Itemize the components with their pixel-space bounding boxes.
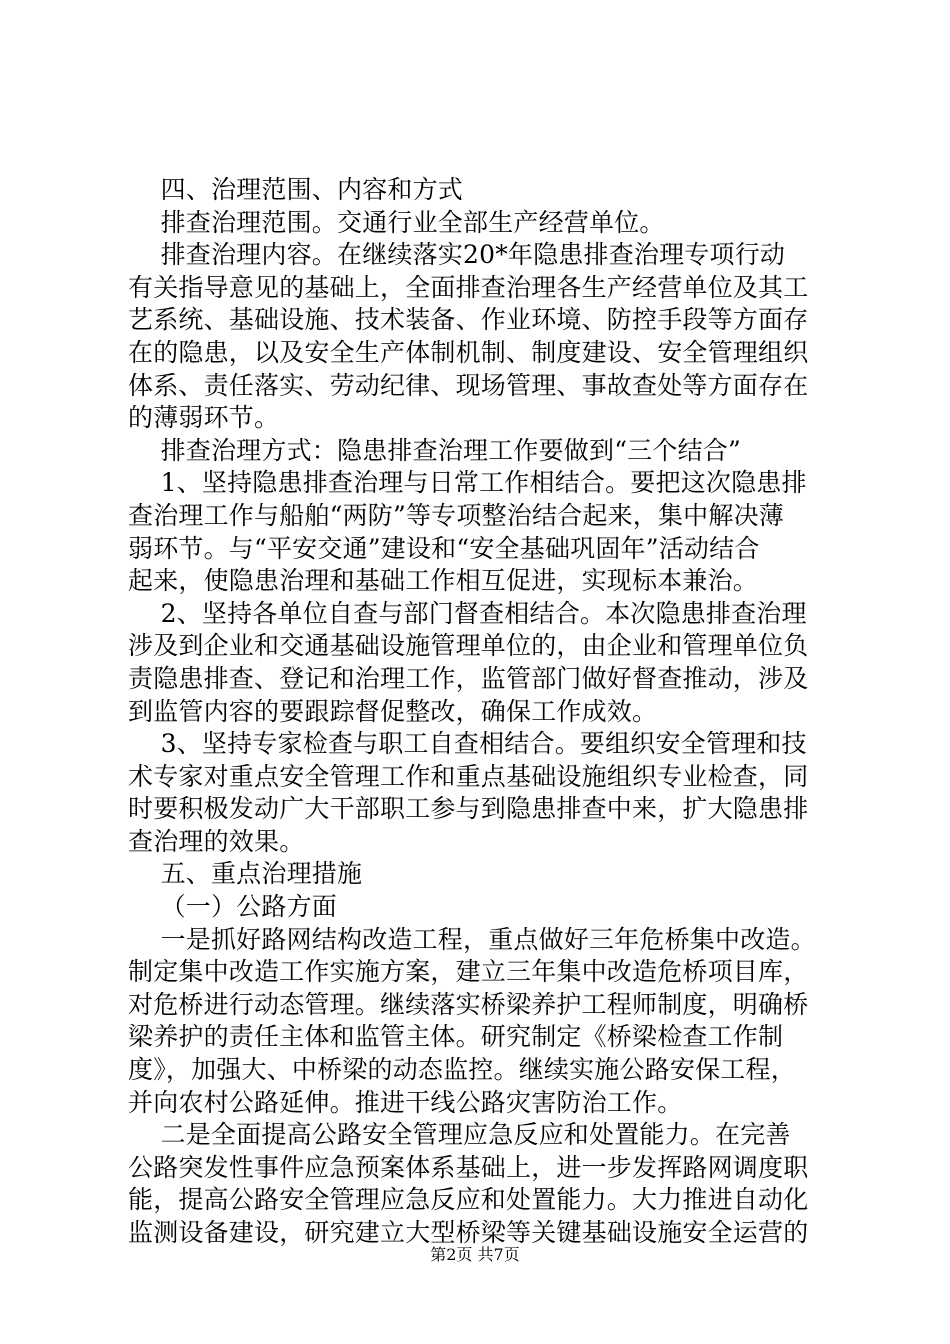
text-line: 的薄弱环节。: [128, 403, 280, 433]
text-line: 弱环节。与“平安交通”建设和“安全基础巩固年”活动结合: [128, 533, 760, 563]
text-line: 艺系统、基础设施、技术装备、作业环境、防控手段等方面存: [128, 305, 809, 335]
text-line: 监测设备建设，研究建立大型桥梁等关键基础设施安全运营的: [128, 1218, 809, 1247]
text-line: 并向农村公路延伸。推进干线公路灾害防治工作。: [128, 1087, 683, 1117]
text-line: 1、坚持隐患排查治理与日常工作相结合。要把这次隐患排: [128, 468, 807, 498]
text-line: 度》，加强大、中桥梁的动态监控。继续实施公路安保工程，: [128, 1055, 796, 1085]
body-text: [128, 174, 832, 1250]
text-line: 起来，使隐患治理和基础工作相互促进，实现标本兼治。: [128, 566, 759, 596]
text-line: 到监管内容的要跟踪督促整改，确保工作成效。: [128, 696, 658, 726]
text-line: 公路突发性事件应急预案体系基础上，进一步发挥路网调度职: [128, 1152, 809, 1182]
text-line: （一）公路方面: [128, 892, 337, 922]
text-line: 查治理工作与船舶“两防”等专项整治结合起来，集中解决薄: [128, 500, 784, 530]
text-line: 查治理的效果。: [128, 826, 305, 856]
text-line: 五、重点治理措施: [128, 859, 363, 889]
page-number: 第2页 共7页: [430, 1245, 520, 1264]
text-line: 制定集中改造工作实施方案，建立三年集中改造危桥项目库，: [128, 957, 809, 987]
page-footer: [0, 1245, 950, 1265]
text-line: 术专家对重点安全管理工作和重点基础设施组织专业检查，同: [128, 761, 809, 791]
text-line: 3、坚持专家检查与职工自查相结合。要组织安全管理和技: [128, 729, 807, 759]
text-line: 排查治理范围。交通行业全部生产经营单位。: [128, 207, 665, 237]
text-line: 四、治理范围、内容和方式: [128, 175, 463, 204]
text-line: 在的隐患，以及安全生产体制机制、制度建设、安全管理组织: [128, 337, 809, 367]
text-line: 2、坚持各单位自查与部门督查相结合。本次隐患排查治理: [128, 598, 807, 628]
text-line: 能，提高公路安全管理应急反应和处置能力。大力推进自动化: [128, 1185, 809, 1215]
text-line: 梁养护的责任主体和监管主体。研究制定《桥梁检查工作制: [128, 1022, 784, 1052]
text-line: 一是抓好路网结构改造工程，重点做好三年危桥集中改造。: [128, 924, 816, 954]
text-line: 有关指导意见的基础上，全面排查治理各生产经营单位及其工: [128, 272, 809, 302]
text-line: 排查治理方式：隐患排查治理工作要做到“三个结合”: [128, 435, 741, 465]
text-line: 涉及到企业和交通基础设施管理单位的，由企业和管理单位负: [128, 631, 809, 661]
text-line: 体系、责任落实、劳动纪律、现场管理、事故查处等方面存在: [128, 370, 809, 400]
text-line: 时要积极发动广大干部职工参与到隐患排查中来，扩大隐患排: [128, 794, 809, 824]
text-line: 二是全面提高公路安全管理应急反应和处置能力。在完善: [128, 1120, 791, 1150]
text-line: 对危桥进行动态管理。继续落实桥梁养护工程师制度，明确桥: [128, 989, 809, 1019]
text-line: 责隐患排查、登记和治理工作，监管部门做好督查推动，涉及: [128, 663, 809, 693]
text-line: 排查治理内容。在继续落实20*年隐患排查治理专项行动: [128, 240, 786, 270]
